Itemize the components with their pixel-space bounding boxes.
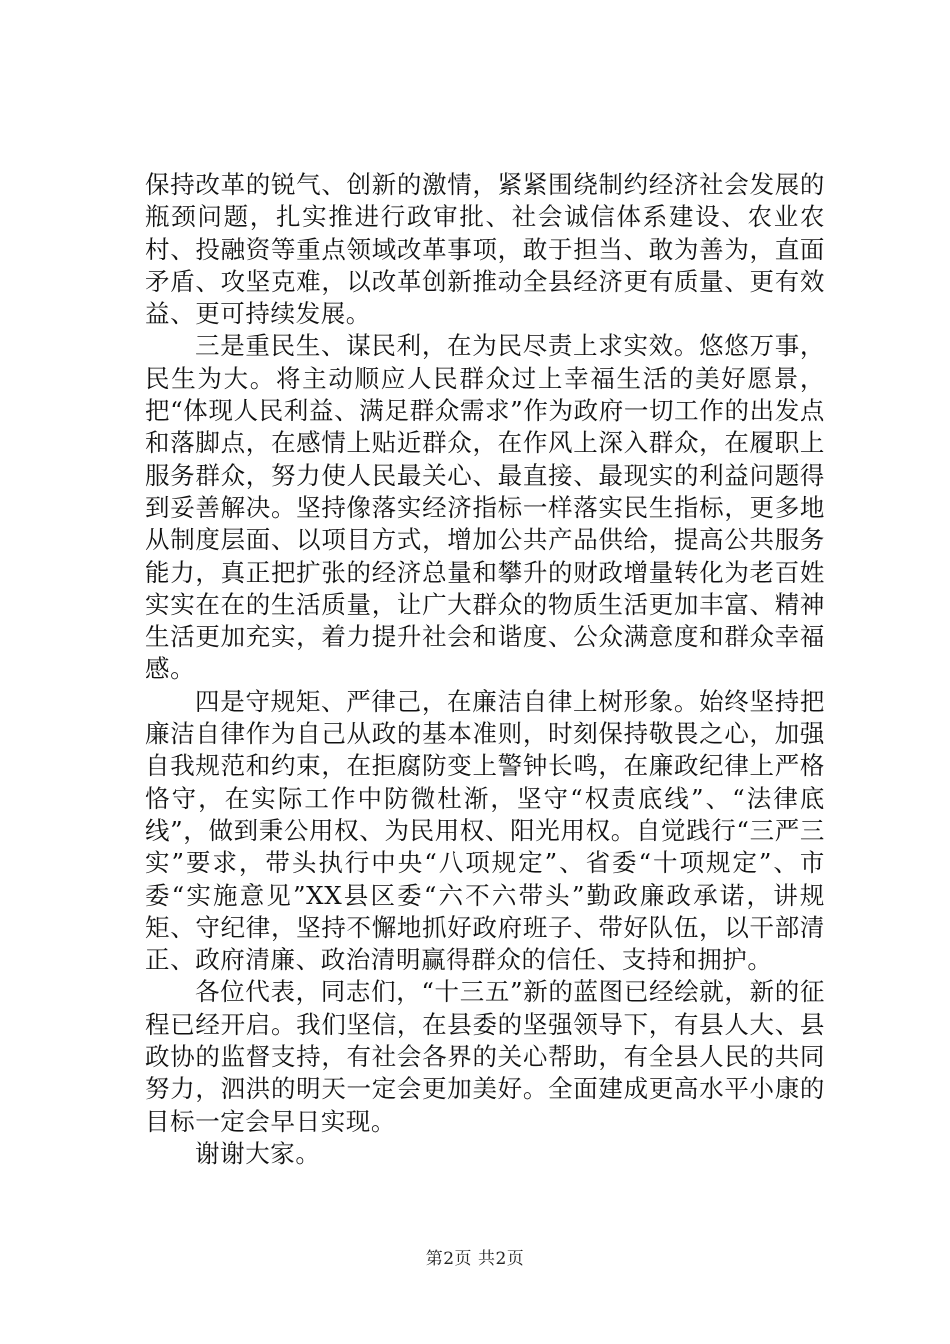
document-body [145,169,825,1170]
paragraph-closing: 各位代表，同志们，“十三五”新的蓝图已经绘就，新的征程已经开启。我们坚信，在县委的坚强领导下，有县人大、县政协的监督支持，有社会各界的关心帮助，有全县人民的共同努力，泗洪的明天一定会更加美好。全面建成更高水平小康的目标一定会早日实现。 [145,977,825,1136]
paragraph-integrity: 四是守规矩、严律己，在廉洁自律上树形象。始终坚持把廉洁自律作为自己从政的基本准则，时刻保持敬畏之心，加强自我规范和约束，在拒腐防变上警钟长鸣，在廉政纪律上严格恪守，在实际工作中防微杜渐，坚守“权责底线”、“法律底线”，做到秉公用权、为民用权、阳光用权。自觉践行“三严三实”要求，带头执行中央“八项规定”、省委“十项规定”、市委“实施意见”XX县区委“六不六带头”勤政廉政承诺，讲规矩、守纪律，坚持不懈地抓好政府班子、带好队伍，以干部清正、政府清廉、政治清明赢得群众的信任、支持和拥护。 [145,686,825,975]
paragraph-livelihood: 三是重民生、谋民利，在为民尽责上求实效。悠悠万事，民生为大。将主动顺应人民群众过上幸福生活的美好愿景，把“体现人民利益、满足群众需求”作为政府一切工作的出发点和落脚点，在感情上贴近群众，在作风上深入群众，在履职上服务群众，努力使人民最关心、最直接、最现实的利益问题得到妥善解决。坚持像落实经济指标一样落实民生指标，更多地从制度层面、以项目方式，增加公共产品供给，提高公共服务能力，真正把扩张的经济总量和攀升的财政增量转化为老百姓实实在在的生活质量，让广大群众的物质生活更加丰富、精神生活更加充实，着力提升社会和谐度、公众满意度和群众幸福感。 [145,331,825,684]
paragraph-continued: 保持改革的锐气、创新的激情，紧紧围绕制约经济社会发展的瓶颈问题，扎实推进行政审批、社会诚信体系建设、农业农村、投融资等重点领域改革事项，敢于担当、敢为善为，直面矛盾、攻坚克难，以改革创新推动全县经济更有质量、更有效益、更可持续发展。 [145,170,825,329]
page-footer: 第2页 共2页 [425,1249,525,1269]
paragraph-thanks: 谢谢大家。 [195,1138,321,1168]
